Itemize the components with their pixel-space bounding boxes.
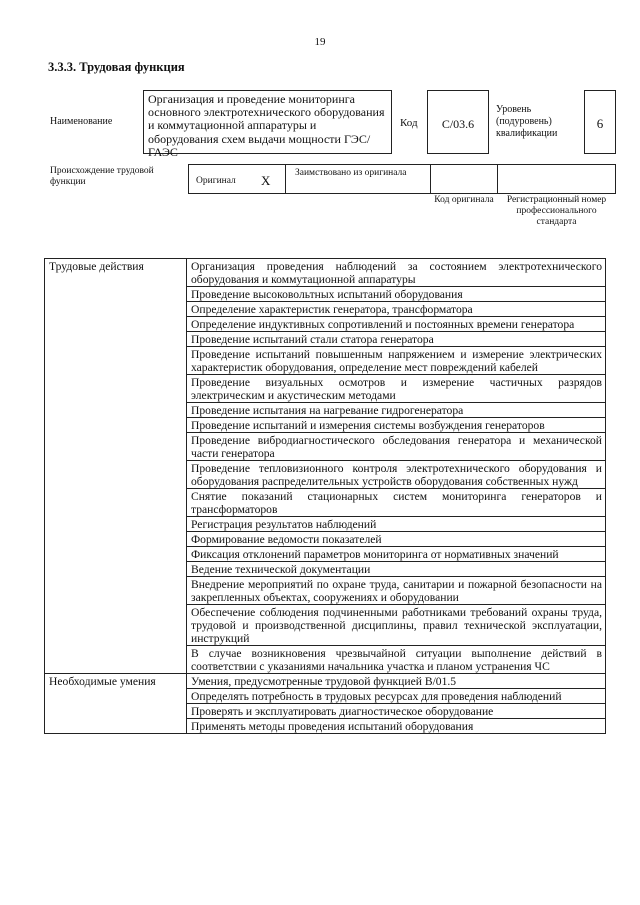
code-caption: Код оригинала <box>434 195 494 205</box>
table-cell: Формирование ведомости показателей <box>187 532 606 547</box>
original-label: Оригинал <box>196 176 236 186</box>
table-cell: Проведение испытания на нагревание гидрогенератора <box>187 403 606 418</box>
skills-label: Необходимые умения <box>45 674 187 734</box>
table-cell: Проведение испытаний стали статора генератора <box>187 332 606 347</box>
code-box <box>427 90 489 154</box>
table-cell: Обеспечение соблюдения подчиненными работниками требований охраны труда, трудовой и производственной дисциплины, правил технической эксплуатации, инструкций <box>187 605 606 646</box>
table-cell: Регистрация результатов наблюдений <box>187 517 606 532</box>
table-cell: Проведение испытаний и измерения системы возбуждения генераторов <box>187 418 606 433</box>
name-label: Наименование <box>50 116 113 127</box>
function-name: Организация и проведение мониторинга основного электротехнического оборудования и коммутационной аппаратуры и оборудования схем выдачи мощности ГЭС/ГАЭС <box>148 92 385 159</box>
table-cell: Проведение вибродиагностического обследования генератора и механической части генератора <box>187 433 606 461</box>
table-cell: Проведение испытаний повышенным напряжением и измерение электрических характеристик оборудования, определение мест повреждений кабелей <box>187 347 606 375</box>
table-cell: Организация проведения наблюдений за состоянием электротехнического оборудования и коммутационной аппаратуры <box>187 259 606 287</box>
table-cell: В случае возникновения чрезвычайной ситуации выполнение действий в соответствии с указаниями начальника участка и планом устранения ЧС <box>187 646 606 674</box>
table-cell: Ведение технической документации <box>187 562 606 577</box>
table-cell: Определение характеристик генератора, трансформатора <box>187 302 606 317</box>
level-label: Уровень (подуровень) квалификации <box>496 104 558 139</box>
page-number: 19 <box>314 36 326 48</box>
code-value: С/03.6 <box>441 117 475 131</box>
level-box <box>584 90 616 154</box>
borrowed-box <box>285 164 431 194</box>
function-name-box <box>143 90 392 159</box>
original-mark: X <box>261 173 271 188</box>
section-title: 3.3.3. Трудовая функция <box>48 60 185 74</box>
reg-number-box <box>497 164 616 194</box>
table-cell: Применять методы проведения испытаний оборудования <box>187 719 606 734</box>
table-cell: Умения, предусмотренные трудовой функцией В/01.5 <box>187 674 606 689</box>
table-row <box>45 259 606 287</box>
level-value: 6 <box>596 116 604 131</box>
code-label: Код <box>400 117 418 129</box>
origin-code-box <box>430 164 498 194</box>
table-cell: Снятие показаний стационарных систем мониторинга генераторов и трансформаторов <box>187 489 606 517</box>
table-cell: Проведение визуальных осмотров и измерение частичных разрядов электрическим и акустическим методами <box>187 375 606 403</box>
borrowed-label: Заимствовано из оригинала <box>295 168 407 178</box>
labor-actions-label: Трудовые действия <box>45 259 187 674</box>
table-cell: Проведение высоковольтных испытаний оборудования <box>187 287 606 302</box>
table-row <box>45 674 606 689</box>
reg-caption: Регистрационный номер профессионального стандарта <box>506 195 607 227</box>
table-cell: Фиксация отклонений параметров мониторинга от нормативных значений <box>187 547 606 562</box>
origin-label: Происхождение трудовой функции <box>50 166 154 187</box>
table-cell: Определять потребность в трудовых ресурсах для проведения наблюдений <box>187 689 606 704</box>
table-cell: Проведение тепловизионного контроля электротехнического оборудования и оборудования распределительных устройств оборудования собственных нужд <box>187 461 606 489</box>
table-cell: Определение индуктивных сопротивлений и постоянных времени генератора <box>187 317 606 332</box>
table-cell: Внедрение мероприятий по охране труда, санитарии и пожарной безопасности на закрепленных объектах, сооружениях и оборудовании <box>187 577 606 605</box>
table-cell: Проверять и эксплуатировать диагностическое оборудование <box>187 704 606 719</box>
requirements-table <box>44 258 606 734</box>
original-box <box>188 164 286 194</box>
